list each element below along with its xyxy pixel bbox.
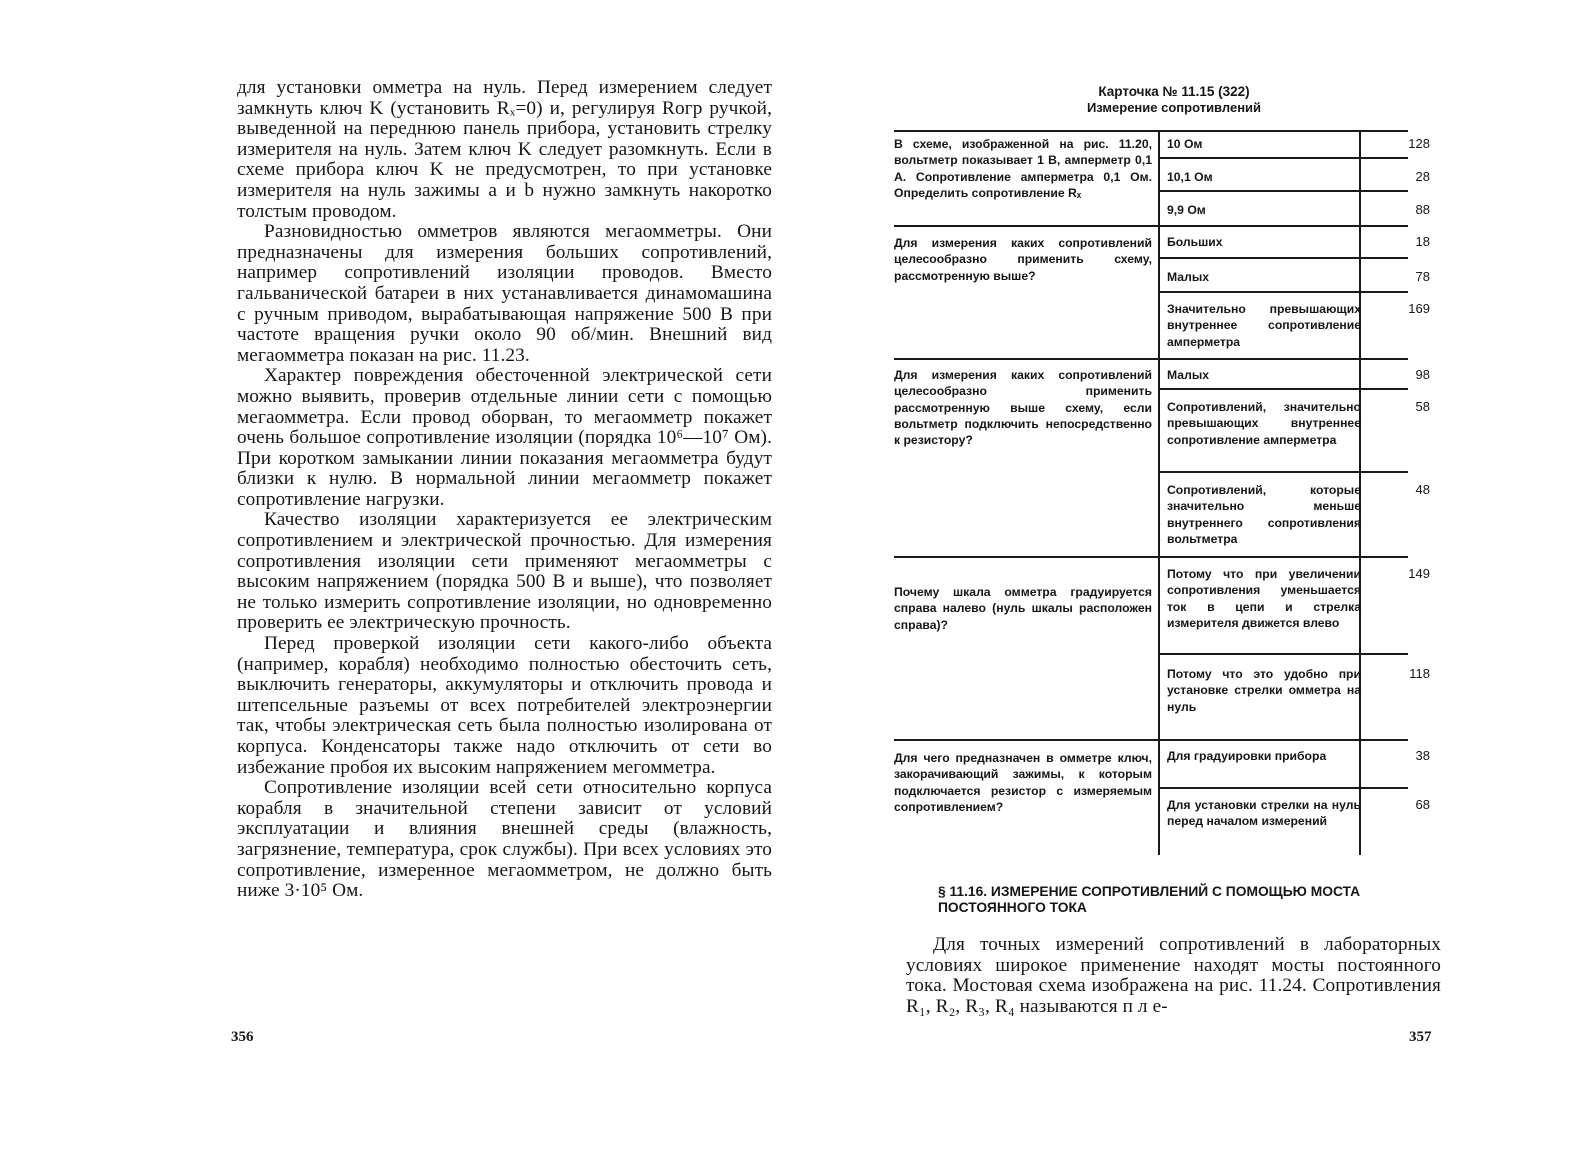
answer-3-2: Сопротивлений, значительно превышающих внутреннее сопротивление амперметра: [1167, 400, 1361, 447]
body-paragraph: Качество изоляции характеризуется ее электрическим сопротивлением и электрической прочностью. Для измерения сопротивления изоляции сети применяют мегаомметры с высоким напряжением (порядка 500 В и выше), что позволяет не только измерить сопротивление изоляции, но одновременно проверить ее электрическую прочность.: [237, 509, 772, 634]
answer-5-1: Для градуировки прибора: [1167, 749, 1327, 763]
answer-4-1: Потому что при увеличении сопротивления уменьшается ток в цепи и стрелка измерителя движется влево: [1167, 567, 1361, 630]
question-1: В схеме, изображенной на рис. 11.20, вольтметр показывает 1 В, амперметр 0,1 А. Сопротивление амперметра 0,1 Ом. Определить сопротивление Rₓ: [894, 137, 1152, 200]
answer-1-2: 10,1 Ом: [1167, 170, 1213, 184]
answer-code: 68: [1415, 797, 1430, 812]
answer-code: 38: [1415, 748, 1430, 763]
card-table: [894, 126, 1444, 935]
row-rule: [1159, 787, 1408, 789]
row-rule: [894, 225, 1408, 227]
page-number-right: 357: [1409, 1029, 1432, 1045]
row-rule: [1159, 291, 1408, 293]
answer-code: 88: [1415, 202, 1430, 217]
answer-3-1: Малых: [1167, 368, 1210, 382]
row-rule: [1159, 190, 1408, 192]
answer-code: 78: [1415, 269, 1430, 284]
right-body-text: [906, 935, 1441, 1017]
answer-2-1: Больших: [1167, 235, 1223, 249]
answer-code: 128: [1408, 136, 1430, 151]
card-header: [906, 84, 1442, 116]
page-number-left: 356: [231, 1029, 254, 1045]
answer-1-1: 10 Ом: [1167, 137, 1203, 151]
row-rule: [1159, 471, 1408, 473]
question-3: Для измерения каких сопротивлений целесообразно применить рассмотренную выше схему, если вольтметр подключить непосредственно к резистору?: [894, 368, 1152, 448]
column-rule: [1158, 130, 1160, 855]
card-subtitle: Измерение сопротивлений: [1086, 100, 1262, 115]
answer-5-2: Для установки стрелки на нуль перед началом измерений: [1167, 798, 1361, 829]
answer-code: 58: [1415, 399, 1430, 414]
body-paragraph: Сопротивление изоляции всей сети относительно корпуса корабля в значительной степени зависит от условий эксплуатации и влияния внешней среды (влажность, загрязнение, температура, срок службы). При всех условиях это сопротивление, измеренное мегаомметром, не должно быть ниже 3·10⁵ Ом.: [237, 777, 772, 902]
row-rule: [894, 556, 1408, 558]
answer-code: 149: [1408, 566, 1430, 581]
row-rule: [1159, 653, 1408, 655]
answer-2-2: Малых: [1167, 270, 1210, 284]
question-4: Почему шкала омметра градуируется справа налево (нуль шкалы расположен справа)?: [894, 585, 1152, 632]
body-paragraph: для установки омметра на нуль. Перед измерением следует замкнуть ключ K (установить Rₓ=0) и, регулируя Rогр ручкой, выведенной на переднюю панель прибора, установить стрелку измерителя на нуль. Затем ключ K следует разомкнуть. Если в схеме прибора ключ K не предусмотрен, то при установке измерителя на нуль зажимы a и b нужно замкнуть накоротко толстым проводом.: [237, 77, 772, 222]
answer-3-3: Сопротивлений, которые значительно меньше внутреннего сопротивления вольтметра: [1167, 483, 1361, 546]
answer-code: 18: [1415, 234, 1430, 249]
left-page: [237, 78, 772, 902]
answer-code: 28: [1415, 169, 1430, 184]
section-heading: § 11.16. ИЗМЕРЕНИЕ СОПРОТИВЛЕНИЙ С ПОМОЩЬЮ МОСТА ПОСТОЯННОГО ТОКА: [938, 884, 1361, 915]
answer-code: 98: [1415, 367, 1430, 382]
answer-2-3: Значительно превышающих внутреннее сопротивление амперметра: [1167, 302, 1361, 349]
row-rule: [894, 739, 1408, 741]
answer-code: 118: [1409, 666, 1430, 681]
body-paragraph: Перед проверкой изоляции сети какого-либо объекта (например, корабля) необходимо полностью обесточить сеть, выключить генераторы, аккумуляторы и отключить провода и штепсельные разъемы от всех потребителей электроэнергии так, чтобы электрическая сеть была полностью изолирована от корпуса. Конденсаторы также надо отключить от сети во избежание пробоя их высоким напряжением мегомметра.: [237, 633, 772, 778]
body-paragraph: Для точных измерений сопротивлений в лабораторных условиях широкое применение находят мосты постоянного тока. Мостовая схема изображена на рис. 11.24. Сопротивления R₁, R₂, R₃, R₄ называются п л е-: [906, 934, 1441, 1017]
row-rule: [1159, 388, 1408, 390]
body-paragraph: Разновидностью омметров являются мегаомметры. Они предназначены для измерения больших сопротивлений, например сопротивлений изоляции проводов. Вместо гальванической батареи в них устанавливается динамомашина с ручным приводом, вырабатывающая напряжение 500 В при частоте вращения ручки около 90 об/мин. Внешний вид мегаомметра показан на рис. 11.23.: [237, 221, 772, 366]
question-5: Для чего предназначен в омметре ключ, закорачивающий зажимы, к которым подключается резистор с измеряемым сопротивлением?: [894, 751, 1152, 814]
answer-code: 169: [1408, 301, 1430, 316]
answer-4-2: Потому что это удобно при установке стрелки омметра на нуль: [1167, 667, 1361, 714]
row-rule: [894, 130, 1408, 132]
row-rule: [894, 358, 1408, 360]
row-rule: [1159, 257, 1408, 259]
answer-1-3: 9,9 Ом: [1167, 203, 1206, 217]
question-2: Для измерения каких сопротивлений целесообразно применить схему, рассмотренную выше?: [894, 236, 1152, 283]
row-rule: [1159, 157, 1408, 159]
card-title: Карточка № 11.15 (322): [1098, 84, 1250, 99]
body-paragraph: Характер повреждения обесточенной электрической сети можно выявить, проверив отдельные линии сети с помощью мегаомметра. Если провод оборван, то мегаомметр покажет очень большое сопротивление изоляции (порядка 10⁶—10⁷ Ом). При коротком замыкании линии показания мегаомметра будут близки к нулю. В нормальной линии мегаомметр покажет сопротивление нагрузки.: [237, 365, 772, 510]
answer-code: 48: [1415, 482, 1430, 497]
right-page: [894, 84, 1442, 1017]
